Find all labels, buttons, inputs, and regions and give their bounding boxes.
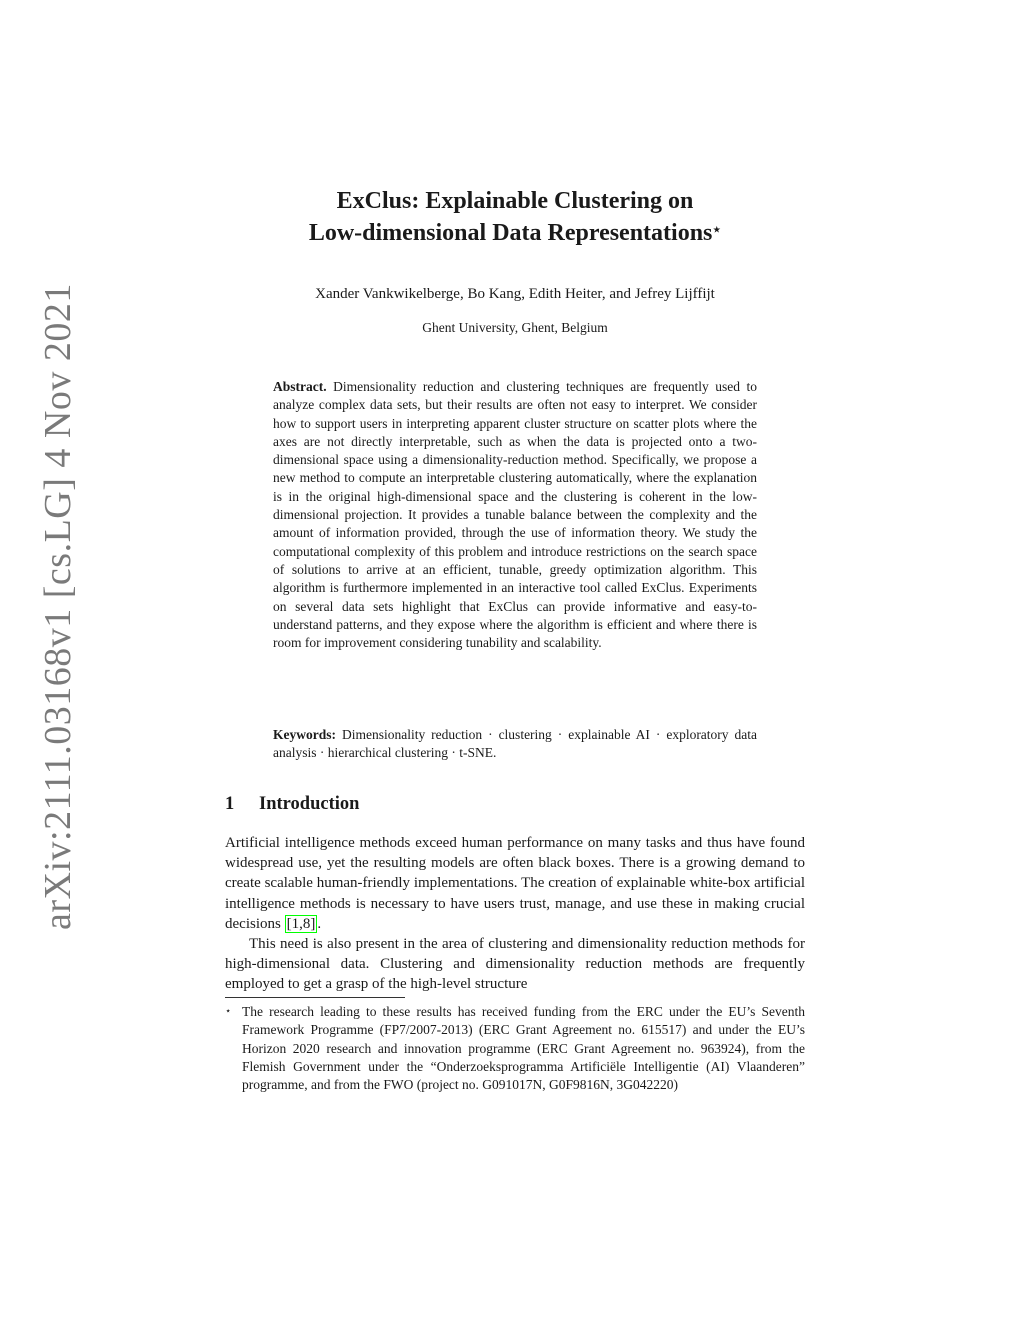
citation-link[interactable]: [1,8] <box>286 915 316 932</box>
footnote-text: The research leading to these results has received funding from the ERC under the EU’s Seventh Framework Programme (FP7/2007-2013) (ERC Grant Agreement no. 615517) and under the EU’s Horizon 2020 research and innovation programme (ERC Grant Agreement no. 963924), from the Flemish Government under the “Onderzoeksprogramma Artificiële Intelligentie (AI) Vlaanderen” programme, and from the FWO (project no. G091017N, G0F9816N, 3G042220) <box>242 1004 805 1093</box>
title-line-2 <box>200 217 830 249</box>
intro-p1-end: . <box>317 915 322 932</box>
title-line-1: ExClus: Explainable Clustering on <box>336 188 694 214</box>
abstract-text: Dimensionality reduction and clustering techniques are frequently used to analyze complex data sets, but their results are often not easy to interpret. We consider how to support users in interpreting apparent cluster structure on scatter plots where the axes are not directly interpretable, such as when the data is projected onto a two-dimensional space using a dimensionality-reduction method. Specifically, we propose a new method to compute an interpretable clustering automatically, where the explanation is in the original high-dimensional space and the clustering is coherent in the low-dimensional projection. It provides a tunable balance between the complexity and the amount of information provided, through the use of information theory. We study the computational complexity of this problem and introduce restrictions on the search space of solutions to arrive at an efficient, tunable, greedy optimization algorithm. This algorithm is furthermore implemented in an interactive tool called ExClus. Experiments on several data sets highlight that ExClus can provide informative and easy-to-understand patterns, and they expose where the algorithm is efficient and where there is room for improvement considering tunability and scalability. <box>273 379 757 651</box>
keywords-block <box>273 726 757 763</box>
section-number: 1 <box>225 794 235 814</box>
title-footnote-mark: ⋆ <box>712 223 722 238</box>
footnote-mark: ⋆ <box>225 1006 232 1017</box>
intro-paragraph-2: This need is also present in the area of clustering and dimensionality reduction methods for high-dimensional data. Clustering and dimensionality reduction methods are frequently employed to get a grasp of the high-level structure <box>225 936 805 993</box>
abstract-block <box>273 378 757 652</box>
section-heading <box>225 793 359 815</box>
intro-paragraph-1 <box>225 833 805 934</box>
affiliation: Ghent University, Ghent, Belgium <box>422 320 608 335</box>
title-line-2-text: Low-dimensional Data Representations <box>308 220 713 246</box>
section-title: Introduction <box>259 794 360 814</box>
abstract-label: Abstract. <box>273 379 327 394</box>
keywords-label: Keywords: <box>273 727 336 742</box>
paper-title <box>200 185 830 249</box>
arxiv-identifier-stamp: arXiv:2111.03168v1 [cs.LG] 4 Nov 2021 <box>37 283 79 930</box>
keywords-text: Dimensionality reduction · clustering · explainable AI · exploratory data analysis · hierarchical clustering · t-SNE. <box>273 727 757 761</box>
footnote <box>225 1003 805 1094</box>
introduction-body <box>225 833 805 995</box>
footnote-divider <box>225 997 405 998</box>
intro-p1-text: Artificial intelligence methods exceed human performance on many tasks and thus have found widespread use, yet the resulting models are often black boxes. There is a growing demand to create scalable human-friendly implementations. The creation of explainable white-box artificial intelligence methods is necessary to have users trust, manage, and use these in making crucial decisions <box>225 835 805 932</box>
author-list: Xander Vankwikelberge, Bo Kang, Edith Heiter, and Jefrey Lijffijt <box>315 286 715 302</box>
